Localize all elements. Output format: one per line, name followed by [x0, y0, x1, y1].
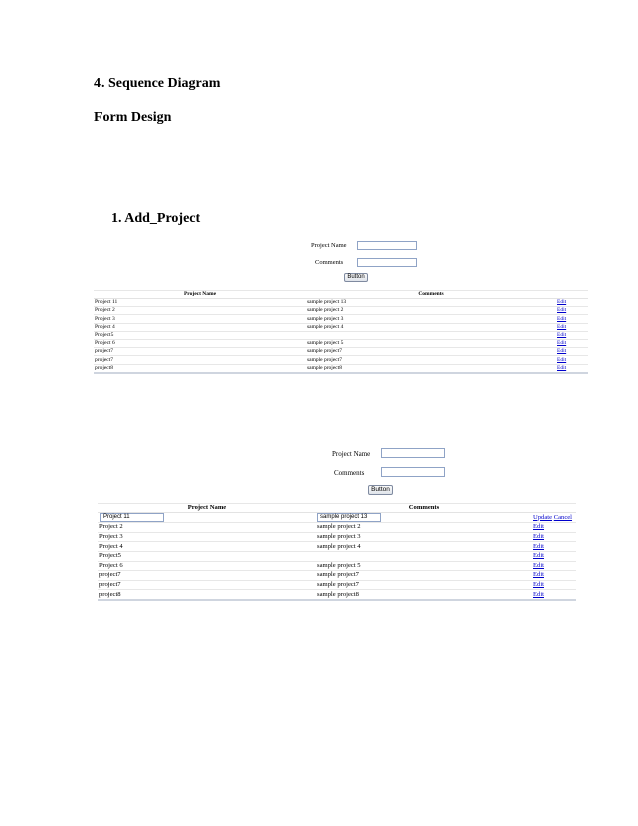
comments-cell: sample project 3 — [316, 532, 532, 542]
project-name-cell: project7 — [98, 580, 316, 590]
project-name-cell: project7 — [94, 348, 306, 356]
project-name-cell: project8 — [98, 590, 316, 600]
column-header-project-name: Project Name — [94, 291, 306, 299]
update-link[interactable]: Update — [533, 513, 553, 521]
edit-link[interactable]: Edit — [533, 571, 544, 579]
actions-cell — [556, 348, 588, 356]
actions-cell — [532, 580, 576, 590]
comments-cell — [306, 331, 556, 339]
comments-input[interactable] — [381, 467, 445, 477]
table-row — [94, 364, 588, 373]
actions-cell — [556, 339, 588, 347]
project-name-cell: Project 4 — [98, 542, 316, 552]
edit-comments-input[interactable]: sample project 13 — [317, 513, 381, 522]
projects-table-1 — [94, 290, 588, 374]
projects-table-2 — [98, 503, 576, 601]
table-row — [94, 339, 588, 347]
actions-cell — [532, 523, 576, 533]
project-name-cell: project8 — [94, 364, 306, 373]
comments-cell: sample project7 — [306, 356, 556, 364]
project-name-cell: project7 — [94, 356, 306, 364]
edit-link[interactable]: Edit — [533, 561, 544, 569]
project-name-input[interactable] — [357, 241, 417, 250]
section-heading-sequence-diagram: 4. Sequence Diagram — [94, 76, 221, 91]
table-row — [94, 348, 588, 356]
comments-cell: sample project7 — [316, 580, 532, 590]
actions-cell — [532, 571, 576, 581]
edit-link[interactable]: Edit — [557, 299, 567, 306]
table-row-editing — [98, 513, 576, 523]
cancel-link[interactable]: Cancel — [553, 513, 573, 521]
comments-input[interactable] — [357, 258, 417, 267]
table-row — [98, 571, 576, 581]
table-row — [98, 523, 576, 533]
actions-cell — [532, 590, 576, 600]
comments-cell: sample project 2 — [316, 523, 532, 533]
column-header-comments: Comments — [316, 504, 532, 513]
table-row — [94, 307, 588, 315]
actions-cell — [556, 323, 588, 331]
column-header-comments: Comments — [306, 291, 556, 299]
edit-link[interactable]: Edit — [557, 340, 567, 347]
edit-link[interactable]: Edit — [533, 532, 544, 540]
project-name-cell: Project5 — [98, 551, 316, 561]
comments-cell: sample project 5 — [306, 339, 556, 347]
edit-link[interactable]: Edit — [557, 307, 567, 314]
column-header-actions — [532, 504, 576, 513]
comments-cell: sample project8 — [306, 364, 556, 373]
table-row — [98, 551, 576, 561]
comments-label: Comments — [334, 469, 365, 477]
project-name-cell: Project 11 — [94, 299, 306, 307]
comments-cell: sample project8 — [316, 590, 532, 600]
table-row — [94, 315, 588, 323]
table-row — [98, 561, 576, 571]
actions-cell — [556, 356, 588, 364]
project-name-cell: Project 6 — [98, 561, 316, 571]
actions-cell — [532, 551, 576, 561]
project-name-cell: project7 — [98, 571, 316, 581]
edit-link[interactable]: Edit — [557, 331, 567, 338]
comments-cell: sample project 3 — [306, 315, 556, 323]
edit-link[interactable]: Edit — [557, 348, 567, 355]
table-row — [98, 542, 576, 552]
section-heading-form-design: Form Design — [94, 110, 172, 125]
comments-cell: sample project 13 — [306, 299, 556, 307]
table-row — [94, 356, 588, 364]
subheading-add-project: 1. Add_Project — [111, 211, 201, 226]
table-row — [94, 299, 588, 307]
project-name-cell: Project 4 — [94, 323, 306, 331]
comments-cell: sample project7 — [306, 348, 556, 356]
table-row — [98, 590, 576, 600]
actions-cell — [556, 315, 588, 323]
project-name-cell: Project 3 — [98, 532, 316, 542]
project-name-cell: Project 3 — [94, 315, 306, 323]
edit-link[interactable]: Edit — [533, 580, 544, 588]
comments-cell — [316, 551, 532, 561]
edit-link[interactable]: Edit — [557, 356, 567, 363]
actions-cell — [532, 561, 576, 571]
submit-button[interactable]: Button — [368, 485, 393, 495]
comments-cell: sample project 2 — [306, 307, 556, 315]
comments-label: Comments — [315, 259, 344, 266]
edit-link[interactable]: Edit — [533, 552, 544, 560]
edit-link[interactable]: Edit — [557, 323, 567, 330]
actions-cell — [556, 307, 588, 315]
actions-cell — [532, 542, 576, 552]
column-header-project-name: Project Name — [98, 504, 316, 513]
table-row — [94, 331, 588, 339]
actions-cell — [556, 364, 588, 373]
comments-cell: sample project 5 — [316, 561, 532, 571]
project-name-cell: Project 2 — [98, 523, 316, 533]
submit-button[interactable]: Button — [344, 273, 368, 282]
project-name-cell: Project5 — [94, 331, 306, 339]
column-header-actions — [556, 291, 588, 299]
comments-cell: sample project 4 — [306, 323, 556, 331]
actions-cell — [556, 331, 588, 339]
table-row — [98, 580, 576, 590]
project-name-label: Project Name — [332, 450, 371, 458]
comments-cell: sample project7 — [316, 571, 532, 581]
actions-cell — [532, 532, 576, 542]
table-row — [98, 532, 576, 542]
table-row — [94, 323, 588, 331]
edit-project-name-input[interactable]: Project 11 — [100, 513, 164, 522]
project-name-label: Project Name — [311, 242, 347, 249]
comments-cell: sample project 4 — [316, 542, 532, 552]
project-name-cell: Project 6 — [94, 339, 306, 347]
edit-link[interactable]: Edit — [533, 523, 544, 531]
project-name-cell: Project 2 — [94, 307, 306, 315]
edit-link[interactable]: Edit — [557, 364, 567, 371]
actions-cell — [556, 299, 588, 307]
edit-link[interactable]: Edit — [533, 542, 544, 550]
edit-link[interactable]: Edit — [557, 315, 567, 322]
edit-link[interactable]: Edit — [533, 590, 544, 598]
project-name-input[interactable] — [381, 448, 445, 458]
